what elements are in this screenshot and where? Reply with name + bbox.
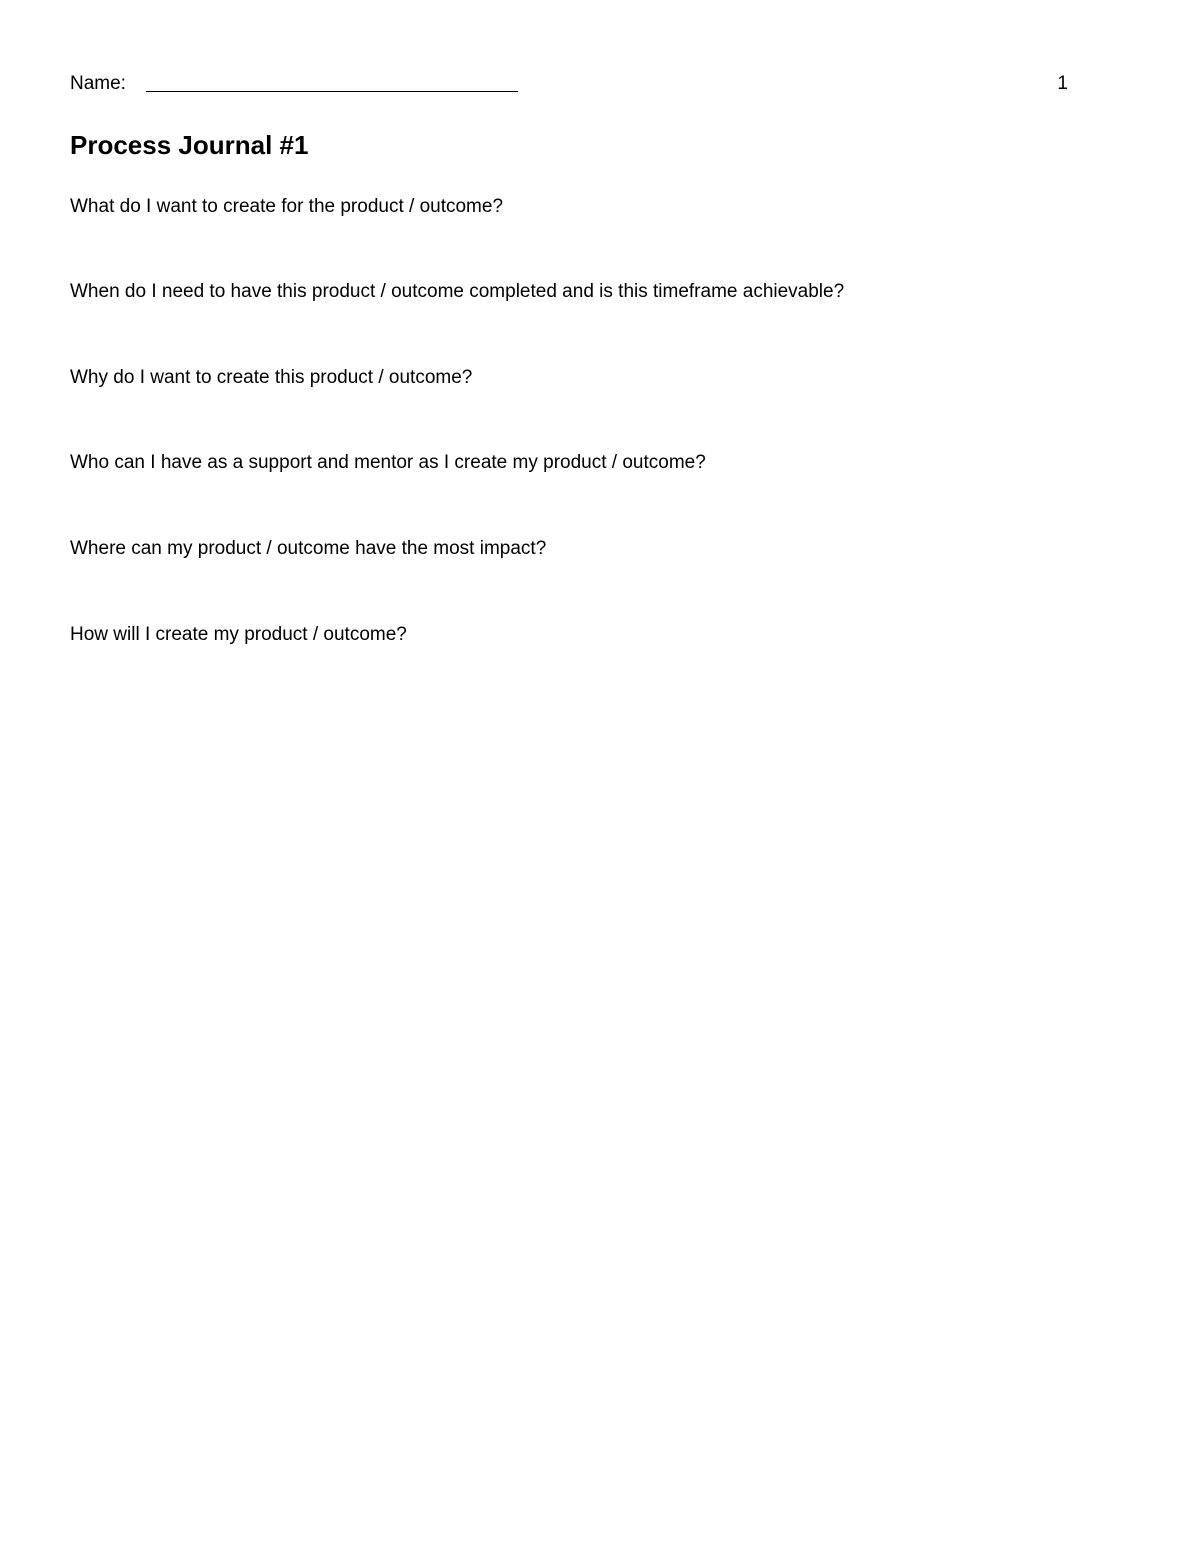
- question-4: Who can I have as a support and mentor as I create my product / outcome?: [70, 452, 706, 473]
- page-title: Process Journal #1: [70, 130, 309, 160]
- question-6: How will I create my product / outcome?: [70, 624, 407, 645]
- page-number: 1: [1057, 73, 1068, 94]
- question-1: What do I want to create for the product / outcome?: [70, 196, 504, 217]
- question-2: When do I need to have this product / outcome completed and is this timeframe achievable?: [70, 281, 845, 302]
- header-row: [70, 71, 1070, 97]
- name-label: Name:: [70, 73, 126, 94]
- name-blank-line: [146, 71, 518, 92]
- question-5: Where can my product / outcome have the most impact?: [70, 538, 547, 559]
- question-3: Why do I want to create this product / outcome?: [70, 367, 473, 388]
